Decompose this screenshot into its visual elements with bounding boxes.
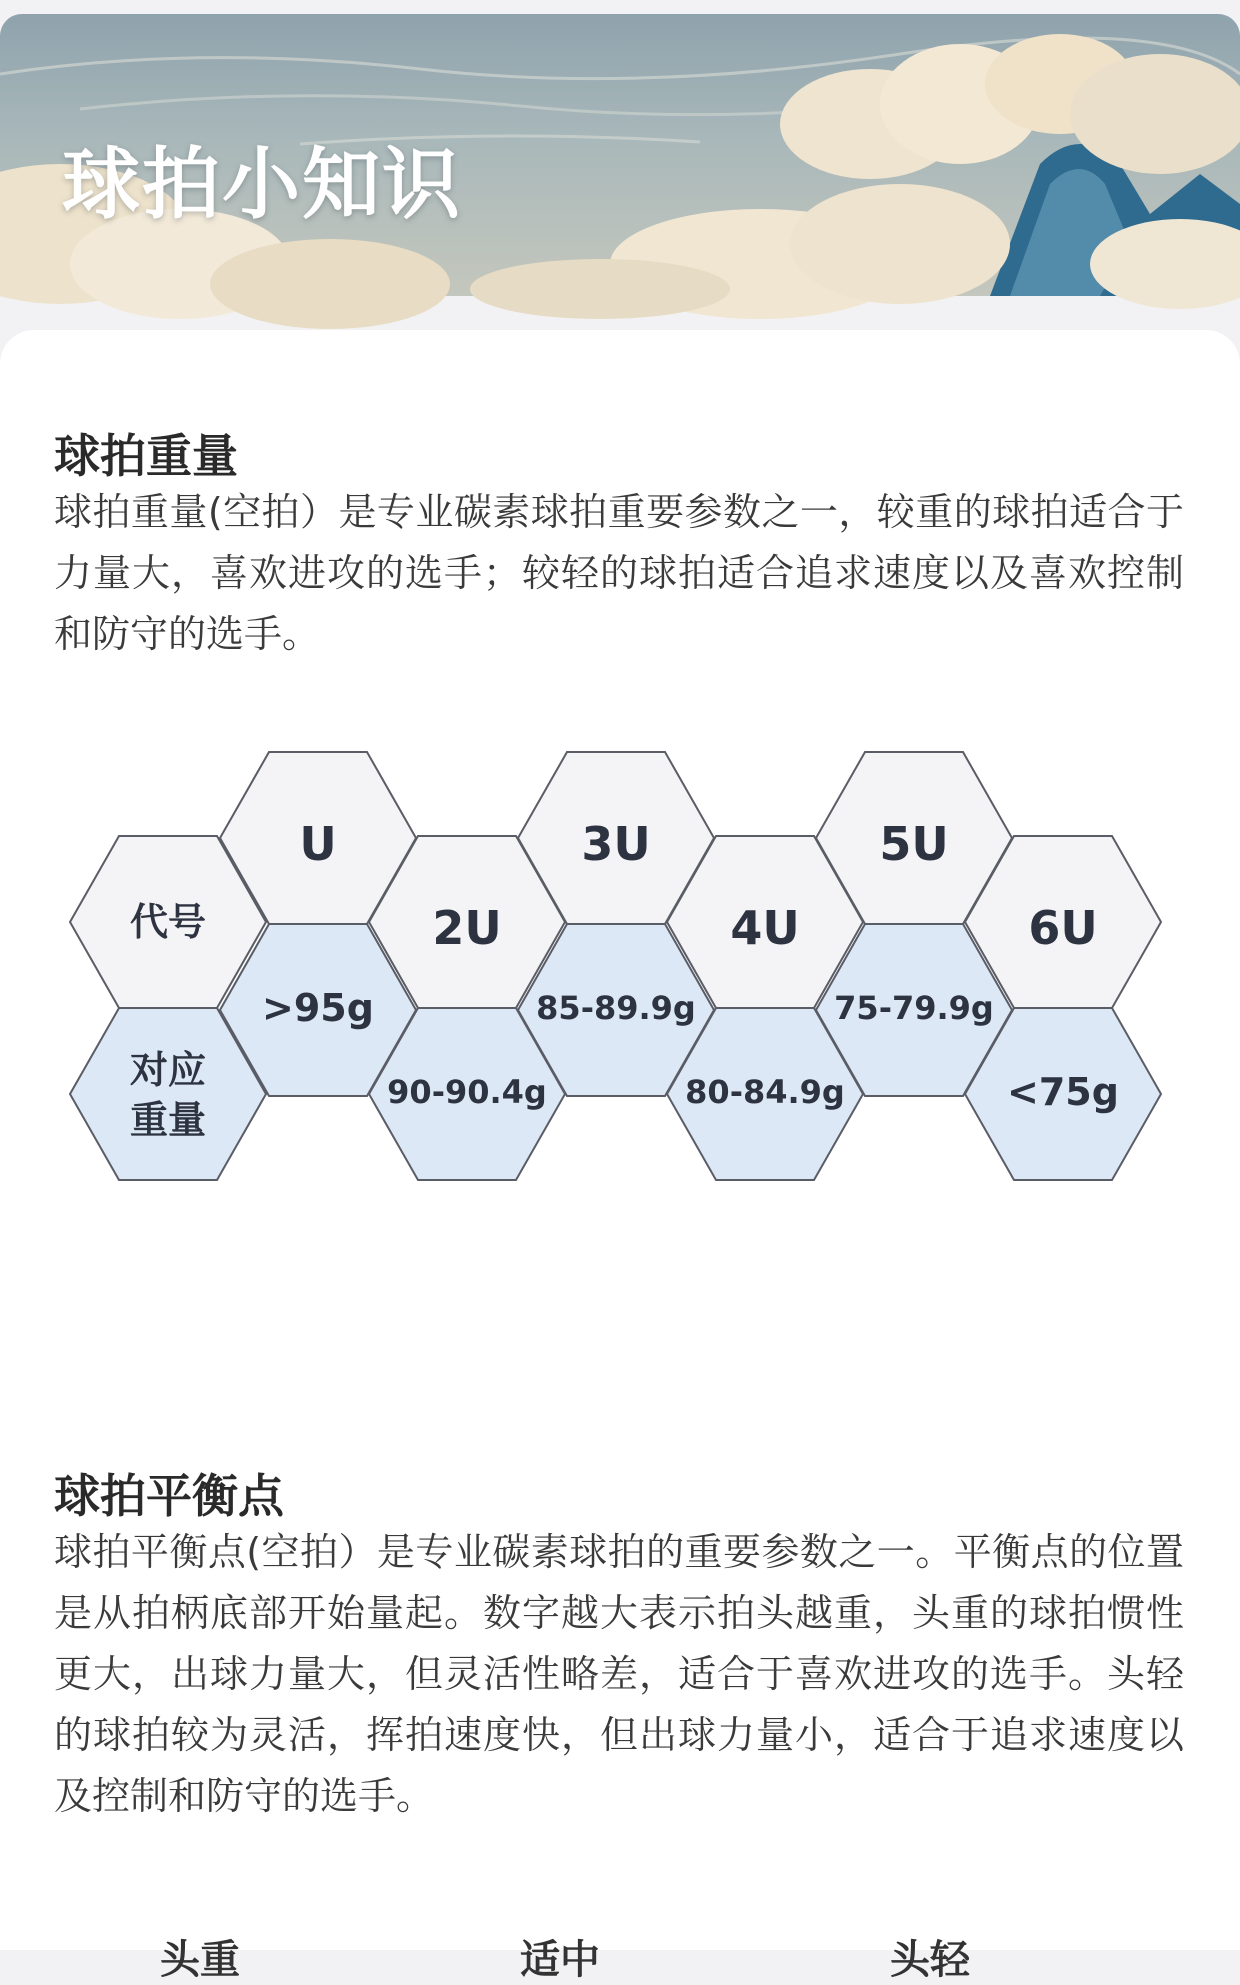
weight-text-4U: 80-84.9g <box>685 1073 845 1111</box>
code-text-6U: 6U <box>1028 901 1098 955</box>
balance-label-head-heavy: 头重 <box>160 1937 240 1983</box>
code-text-4U: 4U <box>730 901 800 955</box>
weight-text-5U: 75-79.9g <box>834 989 994 1027</box>
code-text-2U: 2U <box>432 901 502 955</box>
balance-section-body: 球拍平衡点(空拍）是专业碳素球拍的重要参数之一。平衡点的位置是从拍柄底部开始量起。数字越大表示拍头越重，头重的球拍惯性更大，出球力量大，但灵活性略差，适合于喜欢进攻的选手。头轻的球拍较为灵活，挥拍速度快，但出球力量小，适合于追求速度以及控制和防守的选手。 <box>54 1530 1184 1818</box>
page-title: 球拍小知识 <box>62 140 463 230</box>
weight-label-text-line1: 对应 <box>129 1048 207 1092</box>
balance-section-title: 球拍平衡点 <box>54 1469 284 1523</box>
weight-text-2U: 90-90.4g <box>387 1073 547 1111</box>
weight-section-body: 球拍重量(空拍）是专业碳素球拍重要参数之一，较重的球拍适合于力量大，喜欢进攻的选手；较轻的球拍适合追求速度以及喜欢控制和防守的选手。 <box>54 490 1184 656</box>
code-text-U: U <box>299 817 337 871</box>
weight-label-text-line2: 重量 <box>129 1098 207 1142</box>
code-text-3U: 3U <box>581 817 651 871</box>
content-card <box>0 330 1240 1983</box>
weight-text-6U: <75g <box>1007 1070 1119 1114</box>
balance-label-even: 适中 <box>520 1937 600 1983</box>
weight-text-3U: 85-89.9g <box>536 989 696 1027</box>
balance-labels-row <box>0 1890 1240 1983</box>
balance-label-head-light: 头轻 <box>890 1937 970 1983</box>
weight-section-title: 球拍重量 <box>54 429 238 483</box>
code-label-text: 代号 <box>129 900 207 944</box>
code-text-5U: 5U <box>879 817 949 871</box>
weight-text-U: >95g <box>262 986 374 1030</box>
header-banner <box>0 14 1240 296</box>
